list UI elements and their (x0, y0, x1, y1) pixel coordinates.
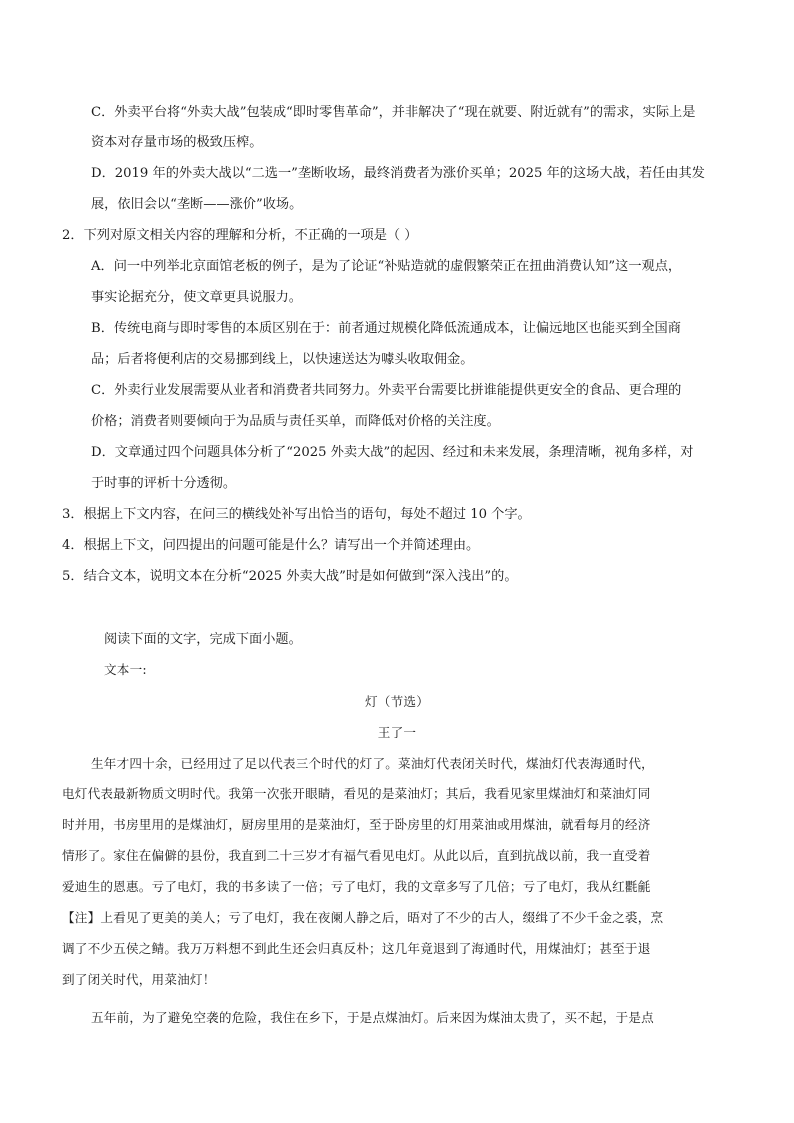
q1-option-d-line-1: D．2019 年的外卖大战以“二选一”垄断收场，最终消费者为涨价买单；2025 年的这场大战，若任由其发 (91, 166, 705, 181)
para1-line-2: 电灯代表最新物质文明时代。我第一次张开眼睛，看见的是菜油灯；其后，我看见家里煤油灯和菜油灯同 (62, 786, 651, 801)
article-author: 王了一 (377, 725, 417, 740)
q2-option-b-line-2: 品；后者将便利店的交易挪到线上，以快速送达为噱头收取佣金。 (91, 352, 474, 367)
q2-option-a-line-2: 事实论据充分，使文章更具说服力。 (91, 290, 302, 305)
para1-line-6: 【注】上看见了更美的美人；亏了电灯，我在夜阑人静之后，晤对了不少的古人，缀缉了不少千金之裘，烹 (62, 910, 664, 925)
para2-line-1: 五年前，为了避免空袭的危险，我住在乡下，于是点煤油灯。后来因为煤油太贵了，买不起，于是点 (91, 1010, 654, 1025)
para1-line-4: 情形了。家住在偏僻的县份，我直到二十三岁才有福气看见电灯。从此以后，直到抗战以前，我一直受着 (62, 848, 651, 863)
q2-option-a-line-1: A．问一中列举北京面馆老板的例子，是为了论证“补贴造就的虚假繁荣正在扭曲消费认知”这一观点， (91, 259, 682, 274)
q1-option-c-line-1: C．外卖平台将“外卖大战”包装成“即时零售革命”，并非解决了“现在就要、附近就有”的需求，实际上是 (91, 105, 696, 120)
para1-line-7: 调了不少五侯之鲭。我万万料想不到此生还会归真反朴；这几年竟退到了海通时代，用煤油灯；甚至于退 (62, 941, 651, 956)
text-label: 文本一: (104, 662, 147, 677)
para1-line-1: 生年才四十余，已经用过了足以代表三个时代的灯了。菜油灯代表闭关时代，煤油灯代表海通时代， (91, 756, 654, 771)
para1-line-8: 到了闭关时代，用菜油灯！ (62, 972, 216, 987)
q4-text: 4．根据上下文，问四提出的问题可能是什么？请写出一个并简述理由。 (62, 538, 480, 553)
q2-stem: 2．下列对原文相关内容的理解和分析，不正确的一项是（ ） (62, 228, 418, 243)
para1-line-3: 时并用，书房里用的是煤油灯，厨房里用的是菜油灯，至于卧房里的灯用菜油或用煤油，就看每月的经济 (62, 817, 651, 832)
q3-text: 3．根据上下文内容，在问三的横线处补写出恰当的语句，每处不超过 10 个字。 (62, 507, 531, 522)
q1-option-d-line-2: 展，依旧会以“垄断——涨价”收场。 (91, 197, 303, 212)
q2-option-d-line-2: 于时事的评析十分透彻。 (91, 476, 237, 491)
q2-option-d-line-1: D．文章通过四个问题具体分析了“2025 外卖大战”的起因、经过和未来发展，条理清晰，视角多样，对 (91, 445, 694, 460)
reading-intro: 阅读下面的文字，完成下面小题。 (104, 632, 302, 647)
q2-option-b-line-1: B．传统电商与即时零售的本质区别在于：前者通过规模化降低流通成本，让偏远地区也能买到全国商 (91, 321, 681, 336)
para1-line-5: 爱迪生的恩惠。亏了电灯，我的书多读了一倍；亏了电灯，我的文章多写了几倍；亏了电灯，我从红氍毹 (62, 879, 651, 894)
q2-option-c-line-1: C．外卖行业发展需要从业者和消费者共同努力。外卖平台需要比拼谁能提供更安全的食品、更合理的 (91, 383, 682, 398)
q2-option-c-line-2: 价格；消费者则要倾向于为品质与责任买单，而降低对价格的关注度。 (91, 414, 500, 429)
article-title: 灯（节选） (365, 694, 429, 709)
q5-text: 5．结合文本，说明文本在分析“2025 外卖大战”时是如何做到“深入浅出”的。 (62, 569, 518, 584)
q1-option-c-line-2: 资本对存量市场的极致压榨。 (91, 135, 263, 150)
